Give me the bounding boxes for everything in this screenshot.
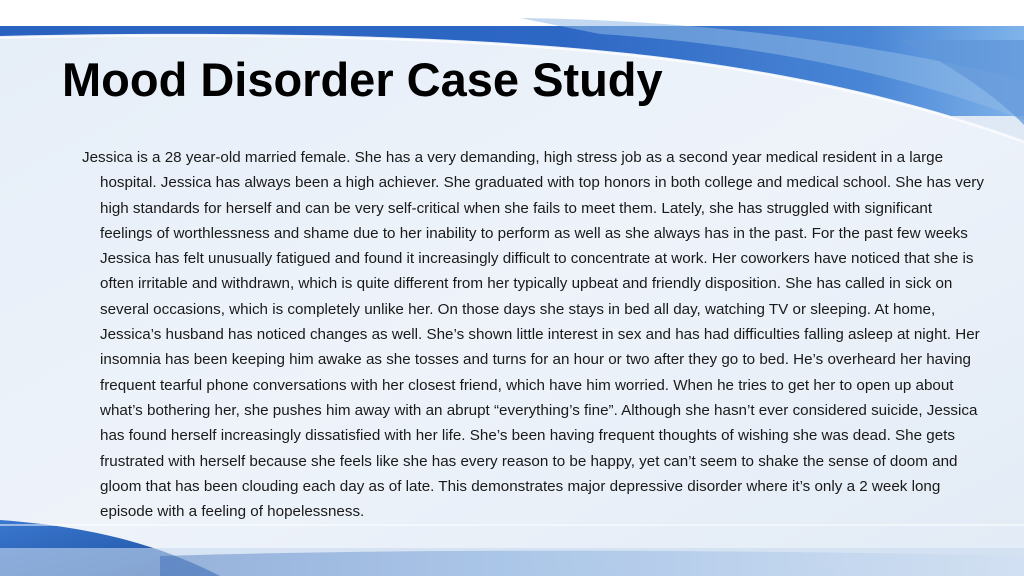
slide-title: Mood Disorder Case Study [62,53,663,106]
case-study-paragraph: Jessica is a 28 year-old married female. She has a very demanding, high stress job as a second year medical resident in a large hospital. Jessica has always been a high achiever. She graduated with top honors in both college and medical school. She has very high standards for herself and can be very self-critical when she fails to meet them. Lately, she has struggled with significant feelings of worthlessness and shame due to her inability to perform as well as she always has in the past. For the past few weeks Jessica has felt unusually fatigued and found it increasingly difficult to concentrate at work. Her coworkers have noticed that she is often irritable and withdrawn, which is quite different from her typically upbeat and friendly disposition. She has called in sick on several occasions, which is completely unlike her. On those days she stays in bed all day, watching TV or sleeping. At home, Jessica’s husband has noticed changes as well. She’s shown little interest in sex and has had difficulties falling asleep at night. Her insomnia has been keeping him awake as she tosses and turns for an hour or two after they go to bed. He’s overheard her having frequent tearful phone conversations with her closest friend, which have him worried. When he tries to get her to open up about what’s bothering her, she pushes him away with an abrupt “everything’s fine”. Although she hasn’t ever considered suicide, Jessica has found herself increasingly dissatisfied with her life. She’s been having frequent thoughts of wishing she was dead. She gets frustrated with herself because she feels like she has every reason to be happy, yet can’t seem to shake the sense of doom and gloom that has been clouding each day as of late. This demonstrates major depressive disorder where it’s only a 2 week long episode with a feeling of hopelessness. [82,149,984,521]
